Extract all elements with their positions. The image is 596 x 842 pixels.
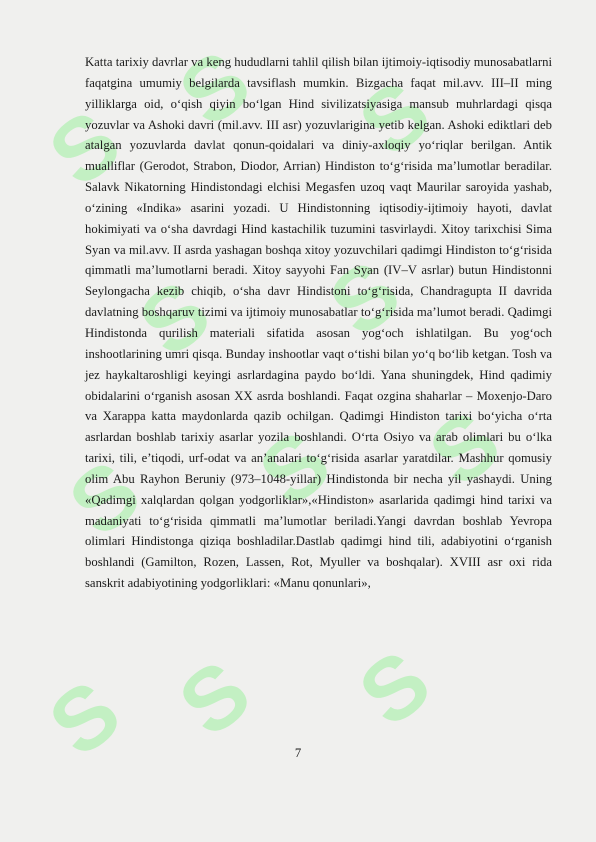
- watermark-glyph: S: [30, 90, 138, 205]
- watermark-glyph: S: [120, 260, 228, 375]
- watermark-glyph: S: [340, 60, 448, 175]
- watermark-glyph: S: [160, 30, 268, 145]
- body-paragraph: Katta tarixiy davrlar va keng hududlarni tahlil qilish bilan ijtimoiy-iqtisodiy munosabatlarni faqatgina umumiy belgilarda tavsiflash mumkin. Bizgacha faqat mil.avv. III–II ming yilliklarga oid, o‘qish qiyin bo‘lgan Hind sivilizatsiyasiga mansub muhrlardagi qisqa yozuvlar va Ashoki davri (mil.avv. III asr) yozuvlarigina yetib kelgan. Ashoki ediktlari deb atalgan yozuvlarda davlat qonun-qoidalari va diniy-axloqiy yo‘riqlar berilgan. Antik mualliflar (Gerodot, Strabon, Diodor, Arrian) Hindiston to‘g‘risida ma’lumotlar beradilar. Salavk Nikatorning Hindistondagi elchisi Megasfen uzoq vaqt Maurilar saroyida yashab, o‘zining «Indika» asarini yozadi. U Hindistonning iqtisodiy-ijtimoiy hayoti, davlat hokimiyati va o‘sha davrdagi Hind kastachilik tuzumini tasvirlaydi. Xitoy tarixchisi Sima Syan va mil.avv. II asrda yashagan boshqa xitoy yozuvchilari qadimgi Hindiston to‘g‘risida qimmatli ma’lumotlarni beradi. Xitoy sayyohi Fan Syan (IV–V asrlar) butun Hindistonni Seylongacha kezib chiqib, o‘sha davr Hindistoni to‘g‘risida, Chandragupta II davrida davlatning boshqaruv tizimi va ijtimoiy munosabatlar to‘g‘risida ma’lumot beradi. Qadimgi Hindistonda qurilish materiali sifatida asosan yog‘och ishlatilgan. Bu yog‘och inshootlarining umri qisqa. Bunday inshootlar vaqt o‘tishi bilan yo‘q bo‘lib ketgan. Tosh va jez haykaltaroshligi keyingi asrlardagina paydo bo‘ldi. Yana shuningdek, Hind qadimiy obidalarini o‘rganish asosan XX asrda boshlandi. Faqat ozgina shaharlar – Moxenjo-Daro va Xarappa katta maydonlarda qazib ochilgan. Qadimgi Hindiston tarixi bo‘yicha o‘rta asrlardan boshlab tarixiy asarlar yozila boshlandi. O‘rta Osiyo va arab olimlari bu o‘lka tarixi, tili, e’tiqodi, urf-odat va an’analari to‘g‘risida asarlar yaratdilar. Mashhur qomusiy olim Abu Rayhon Beruniy (973–1048-yillar) Hindistonda bir necha yil yashaydi. Uning «Qadimgi xalqlardan qolgan yodgorliklar»,«Hindiston» asarlarida qadimgi hind tarixi va madaniyati to‘g‘risida qimmatli ma’lumotlar beriladi.Yangi davrdan boshlab Yevropa olimlari Hindistonga qiziqa boshladilar.Dastlab qadimgi hind tili, adabiyotini o‘rganish boshlandi (Gamilton, Rozen, Lassen, Rot, Myuller va boshqalar). XVIII asr oxi rida sanskrit adabiyotining yodgorliklari: «Manu qonunlari»,: [85, 55, 552, 591]
- watermark-glyph: S: [410, 390, 518, 505]
- page-number: 7: [294, 746, 302, 760]
- watermark-glyph: S: [240, 410, 348, 525]
- watermark-glyph: S: [310, 240, 418, 355]
- watermark-glyph: S: [160, 640, 268, 755]
- watermark-glyph: S: [340, 630, 448, 745]
- watermark-glyph: S: [30, 660, 138, 775]
- page-body: [85, 52, 552, 594]
- watermark-glyph: S: [50, 440, 158, 555]
